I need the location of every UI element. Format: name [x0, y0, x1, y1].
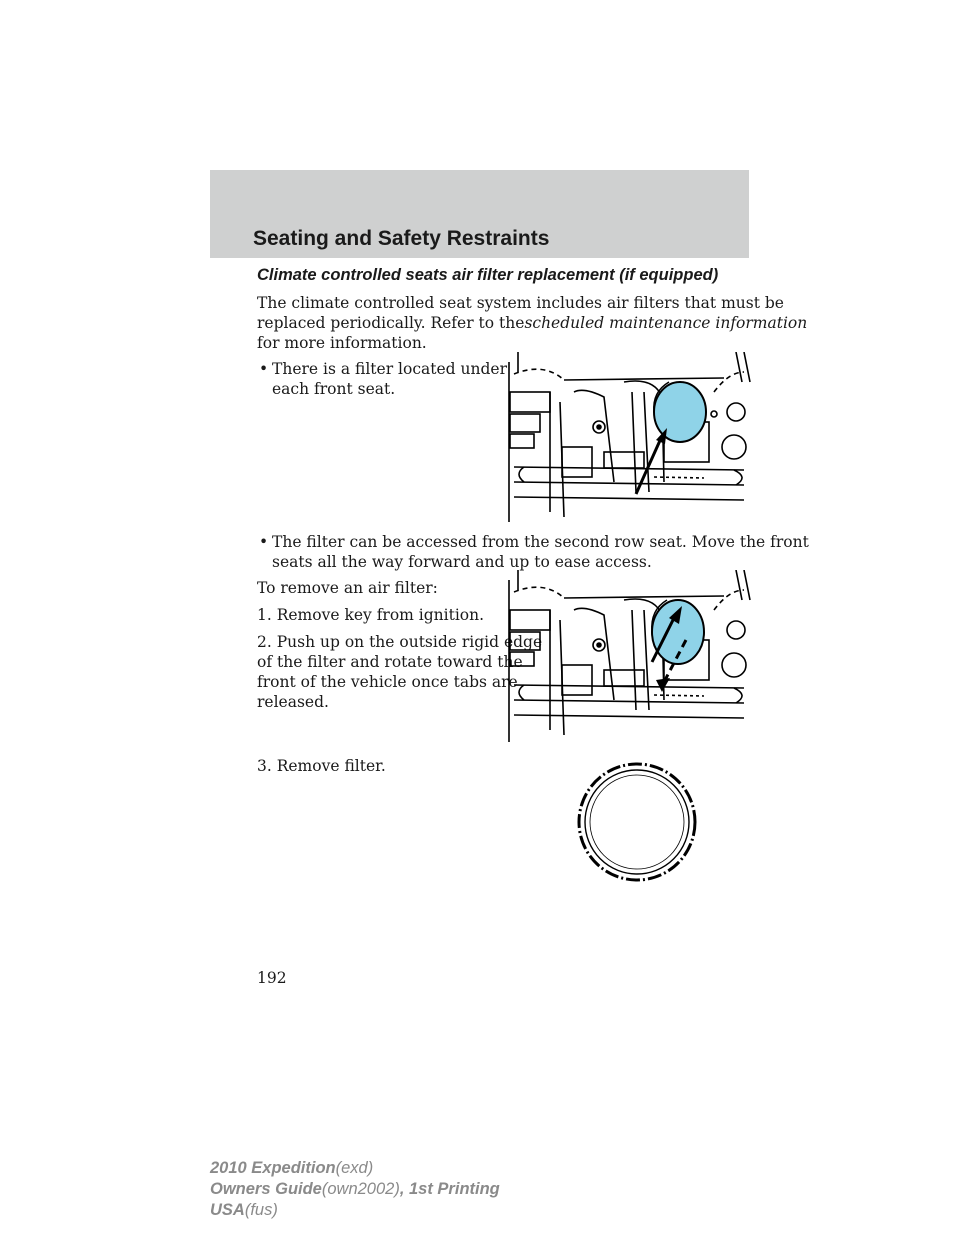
print-footer — [210, 1158, 500, 1221]
page-number: 192 — [257, 969, 287, 987]
section-title: Seating and Safety Restraints — [253, 227, 550, 250]
step-2-line-3: front of the vehicle once tabs are — [257, 673, 518, 691]
step-2-line-1: 2. Push up on the outside rigid edge — [257, 633, 543, 651]
footer-market: USA — [210, 1201, 245, 1219]
footer-guide: Owners Guide — [210, 1180, 322, 1198]
seat-filter-location-figure — [504, 352, 754, 522]
bullet-dot: • — [259, 533, 269, 551]
step-2-line-2: of the filter and rotate toward the — [257, 653, 523, 671]
footer-line-2 — [210, 1179, 500, 1200]
footer-line-1 — [210, 1158, 500, 1179]
bullet2-line-1: The filter can be accessed from the second row seat. Move the front — [272, 533, 809, 551]
maintenance-reference: scheduled maintenance information — [524, 314, 808, 332]
intro-line-2 — [257, 313, 807, 333]
filter-rotation-figure — [504, 570, 754, 742]
footer-market-code: (fus) — [244, 1201, 278, 1219]
intro-line-1: The climate controlled seat system includes air filters that must be — [257, 294, 784, 312]
remove-intro: To remove an air filter: — [257, 579, 438, 597]
footer-model-code: (exd) — [335, 1159, 374, 1177]
step-2-line-4: released. — [257, 693, 329, 711]
step-1: 1. Remove key from ignition. — [257, 606, 485, 624]
intro-line-3: for more information. — [257, 334, 427, 352]
bullet-dot: • — [259, 360, 269, 378]
bullet1-line-1: There is a filter located under — [272, 360, 507, 378]
bullet2-line-2: seats all the way forward and up to ease access. — [272, 553, 652, 571]
air-filter-figure — [576, 760, 698, 884]
footer-guide-code: (own2002) — [321, 1180, 400, 1198]
bullet1-line-2: each front seat. — [272, 380, 396, 398]
footer-line-3 — [210, 1200, 500, 1221]
sub-heading: Climate controlled seats air filter replacement (if equipped) — [257, 266, 719, 284]
footer-model: 2010 Expedition — [210, 1159, 336, 1177]
step-3: 3. Remove filter. — [257, 757, 386, 775]
intro-line-2-text: replaced periodically. Refer to the — [257, 314, 525, 332]
footer-printing: , 1st Printing — [399, 1180, 500, 1198]
